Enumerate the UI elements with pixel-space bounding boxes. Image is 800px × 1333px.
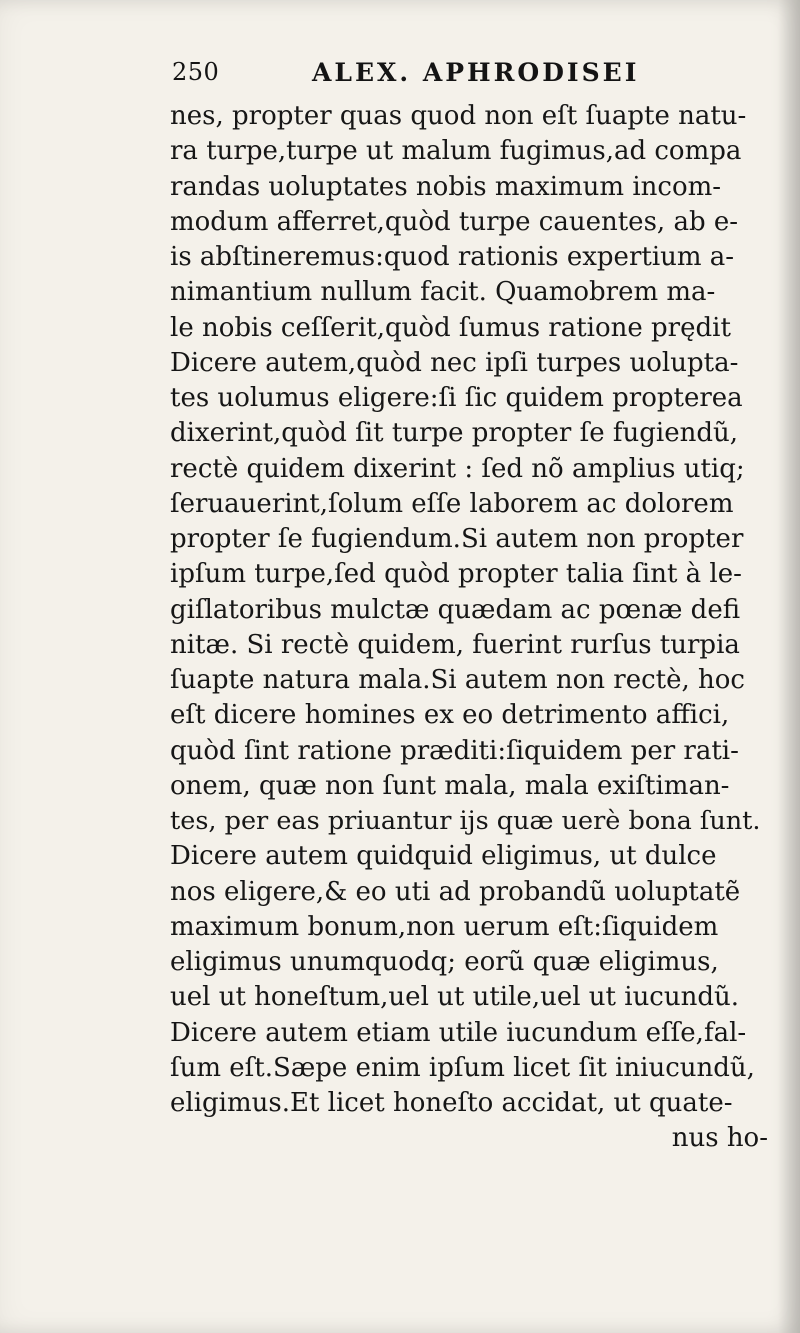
text-line: eſt dicere homines ex eo detrimento affici,: [170, 700, 730, 731]
text-line: uel ut honeſtum,uel ut utile,uel ut iucundũ.: [170, 982, 740, 1013]
text-line: ra turpe,turpe ut malum fugimus,ad compa: [170, 136, 742, 167]
text-line: Dicere autem quidquid eligimus, ut dulce: [170, 841, 717, 872]
text-line: nos eligere,& eo uti ad probandũ uoluptatẽ: [170, 876, 741, 907]
text-line: rectè quidem dixerint : ſed nõ amplius utiq;: [170, 453, 745, 484]
text-line: tes uolumus eligere:ſi ſic quidem propterea: [170, 383, 743, 413]
text-line: nimantium nullum facit. Quamobrem ma-: [170, 277, 716, 308]
catchword: nus ho-: [671, 1123, 768, 1154]
text-line: dixerint,quòd ſit turpe propter ſe fugiendũ,: [170, 418, 739, 449]
text-line: ſum eſt.Sæpe enim ipſum licet ſit iniucundũ,: [170, 1052, 755, 1083]
text-line: le nobis ceſſerit,quòd ſumus ratione prędit: [170, 312, 731, 343]
body-text: [170, 99, 768, 1157]
text-line: randas uoluptates nobis maximum incom-: [170, 171, 722, 202]
text-line: quòd ſint ratione præditi:ſiquidem per rati-: [170, 735, 739, 766]
page-gutter-shadow: [778, 0, 800, 1333]
text-line: nes, propter quas quod non eſt ſuapte natu-: [170, 101, 747, 131]
text-line: eligimus.Et licet honeſto accidat, ut quate-: [170, 1088, 733, 1118]
text-line: is abſtineremus:quod rationis expertium a-: [170, 242, 735, 272]
text-line: ſeruauerint,ſolum eſſe laborem ac dolorem: [170, 488, 734, 519]
text-line: propter ſe fugiendum.Si autem non propter: [170, 524, 744, 554]
text-line: giſlatoribus mulctæ quædam ac pœnæ defi: [170, 594, 741, 625]
page-header: [172, 56, 712, 96]
text-line: maximum bonum,non uerum eſt:ſiquidem: [170, 911, 719, 942]
text-line: eligimus unumquodq; eorũ quæ eligimus,: [170, 947, 719, 977]
text-line: modum afferret,quòd turpe cauentes, ab e-: [170, 206, 739, 237]
running-title: ALEX. APHRODISEI: [312, 58, 640, 87]
text-line: tes, per eas priuantur ijs quæ uerè bona ſunt.: [170, 806, 761, 836]
text-line: Dicere autem,quòd nec ipſi turpes uolupta-: [170, 347, 739, 378]
page-number: 250: [172, 58, 220, 86]
text-line: Dicere autem etiam utile iucundum eſſe,fal-: [170, 1017, 747, 1048]
text-line: ſuapte natura mala.Si autem non rectè, hoc: [170, 665, 745, 695]
text-line: nitæ. Si rectè quidem, fuerint rurſus turpia: [170, 629, 740, 660]
text-line: ipſum turpe,ſed quòd propter talia ſint à le-: [170, 559, 742, 590]
text-line: onem, quæ non ſunt mala, mala exiſtiman-: [170, 770, 730, 801]
